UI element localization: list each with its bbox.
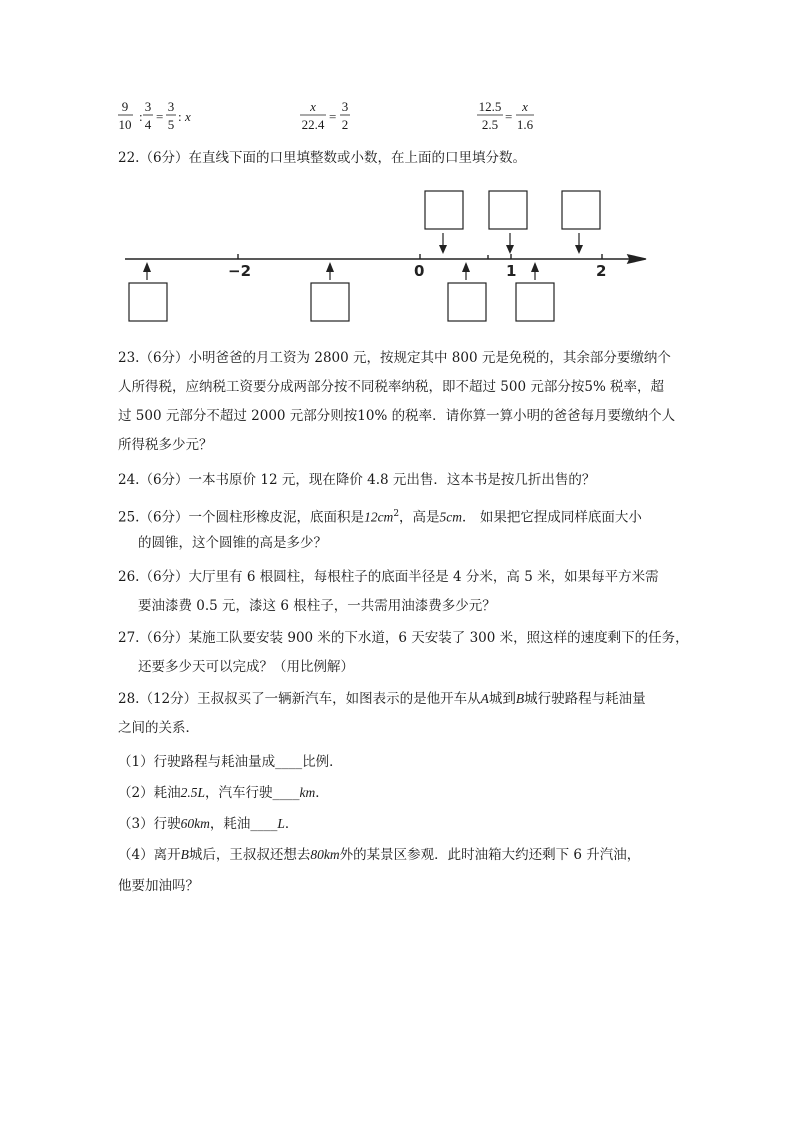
eq1-a-den: 10 bbox=[118, 117, 132, 132]
question-23-line-1: 23.（6分）小明爸爸的月工资为 2800 元，按规定其中 800 元是免税的，其余部分要缴纳个 bbox=[118, 350, 671, 366]
question-27-line-1: 27.（6分）某施工队要安装 900 米的下水道，6 天安装了 300 米，照这样的速度剩下的任务， bbox=[118, 630, 689, 646]
up-arrow-3 bbox=[462, 262, 470, 272]
up-arrow-2 bbox=[326, 262, 334, 272]
lower-box-4 bbox=[516, 283, 554, 321]
eq3-num: 12.5 bbox=[478, 99, 502, 114]
svg-text:=: = bbox=[156, 109, 164, 124]
lower-box-1 bbox=[129, 283, 167, 321]
equation-svg bbox=[0, 0, 794, 140]
question-27-line-2: 还要多少天可以完成？（用比例解） bbox=[138, 659, 354, 675]
eq1-a-num: 9 bbox=[121, 99, 129, 114]
question-28-line-1: 28.（12分）王叔叔买了一辆新汽车，如图表示的是他开车从A城到B城行驶路程与耗油量 bbox=[118, 691, 646, 707]
question-28-part-1: （1）行驶路程与耗油量成____比例． bbox=[118, 754, 343, 770]
upper-box-3 bbox=[562, 191, 600, 229]
eq2-rden: 2 bbox=[341, 117, 349, 132]
eq2-den: 22.4 bbox=[301, 117, 325, 132]
question-26-line-1: 26.（6分）大厅里有 6 根圆柱，每根柱子的底面半径是 4 分米，高 5 米，如果每平方米需 bbox=[118, 569, 659, 585]
question-23-line-3: 过 500 元部分不超过 2000 元部分则按10% 的税率．请你算一算小明的爸爸每月要缴纳个人 bbox=[118, 408, 676, 424]
eq1-var: x bbox=[185, 109, 191, 124]
question-28-part-4-line-2: 他要加油吗？ bbox=[118, 878, 199, 894]
lower-box-2 bbox=[311, 283, 349, 321]
up-arrow-4 bbox=[531, 262, 539, 272]
number-line-arrow bbox=[628, 255, 646, 263]
upper-box-2 bbox=[489, 191, 527, 229]
svg-text::: : bbox=[139, 109, 143, 124]
question-25-line-2: 的圆锥，这个圆锥的高是多少？ bbox=[138, 535, 327, 551]
eq1-c-den: 4 bbox=[144, 117, 152, 132]
down-arrow-1 bbox=[439, 245, 447, 254]
question-23-line-2: 人所得税，应纳税工资要分成两部分按不同税率纳税，即不超过 500 元部分按5% 税率，超 bbox=[118, 379, 665, 395]
eq1-d-num: 3 bbox=[167, 99, 175, 114]
svg-text:=: = bbox=[505, 109, 513, 124]
eq2-rnum: 3 bbox=[341, 99, 349, 114]
down-arrow-2 bbox=[506, 245, 514, 254]
tick-label-1: 1 bbox=[506, 262, 517, 280]
question-28-part-4: （4）离开B城后，王叔叔还想去80km外的某景区参观．此时油箱大约还剩下 6 升汽油， bbox=[118, 847, 641, 863]
down-arrow-3 bbox=[575, 245, 583, 254]
eq1-b-num: 3 bbox=[144, 99, 152, 114]
question-23-line-4: 所得税多少元？ bbox=[118, 437, 213, 453]
question-25-line-1: 25.（6分）一个圆柱形橡皮泥，底面积是$12cm^2$，高是5cm． 如果把它捏成同样底面大小 bbox=[118, 509, 642, 526]
question-28-part-2: （2）耗油2.5L，汽车行驶____km． bbox=[118, 785, 329, 801]
eq3-rden: 1.6 bbox=[516, 117, 534, 132]
eq3-rnum: x bbox=[522, 99, 528, 114]
question-26-line-2: 要油漆费 0.5 元，漆这 6 根柱子，一共需用油漆费多少元？ bbox=[138, 598, 496, 614]
tick-label-0: 0 bbox=[414, 262, 425, 280]
up-arrow-1 bbox=[143, 262, 151, 272]
tick-label-neg2: −2 bbox=[228, 262, 252, 280]
question-28-part-3: （3）行驶60km，耗油____L． bbox=[118, 816, 299, 832]
svg-text::: : bbox=[178, 109, 182, 124]
lower-box-3 bbox=[448, 283, 486, 321]
svg-text:=: = bbox=[329, 109, 337, 124]
eq1-d-den: 5 bbox=[167, 117, 175, 132]
question-22: 22.（6分）在直线下面的口里填整数或小数，在上面的口里填分数。 bbox=[118, 150, 527, 166]
eq2-num: x bbox=[310, 99, 316, 114]
question-28-line-2: 之间的关系． bbox=[118, 720, 199, 736]
question-24: 24.（6分）一本书原价 12 元，现在降价 4.8 元出售．这本书是按几折出售的？ bbox=[118, 472, 596, 488]
tick-label-2: 2 bbox=[596, 262, 607, 280]
eq3-den: 2.5 bbox=[481, 117, 499, 132]
upper-box-1 bbox=[425, 191, 463, 229]
